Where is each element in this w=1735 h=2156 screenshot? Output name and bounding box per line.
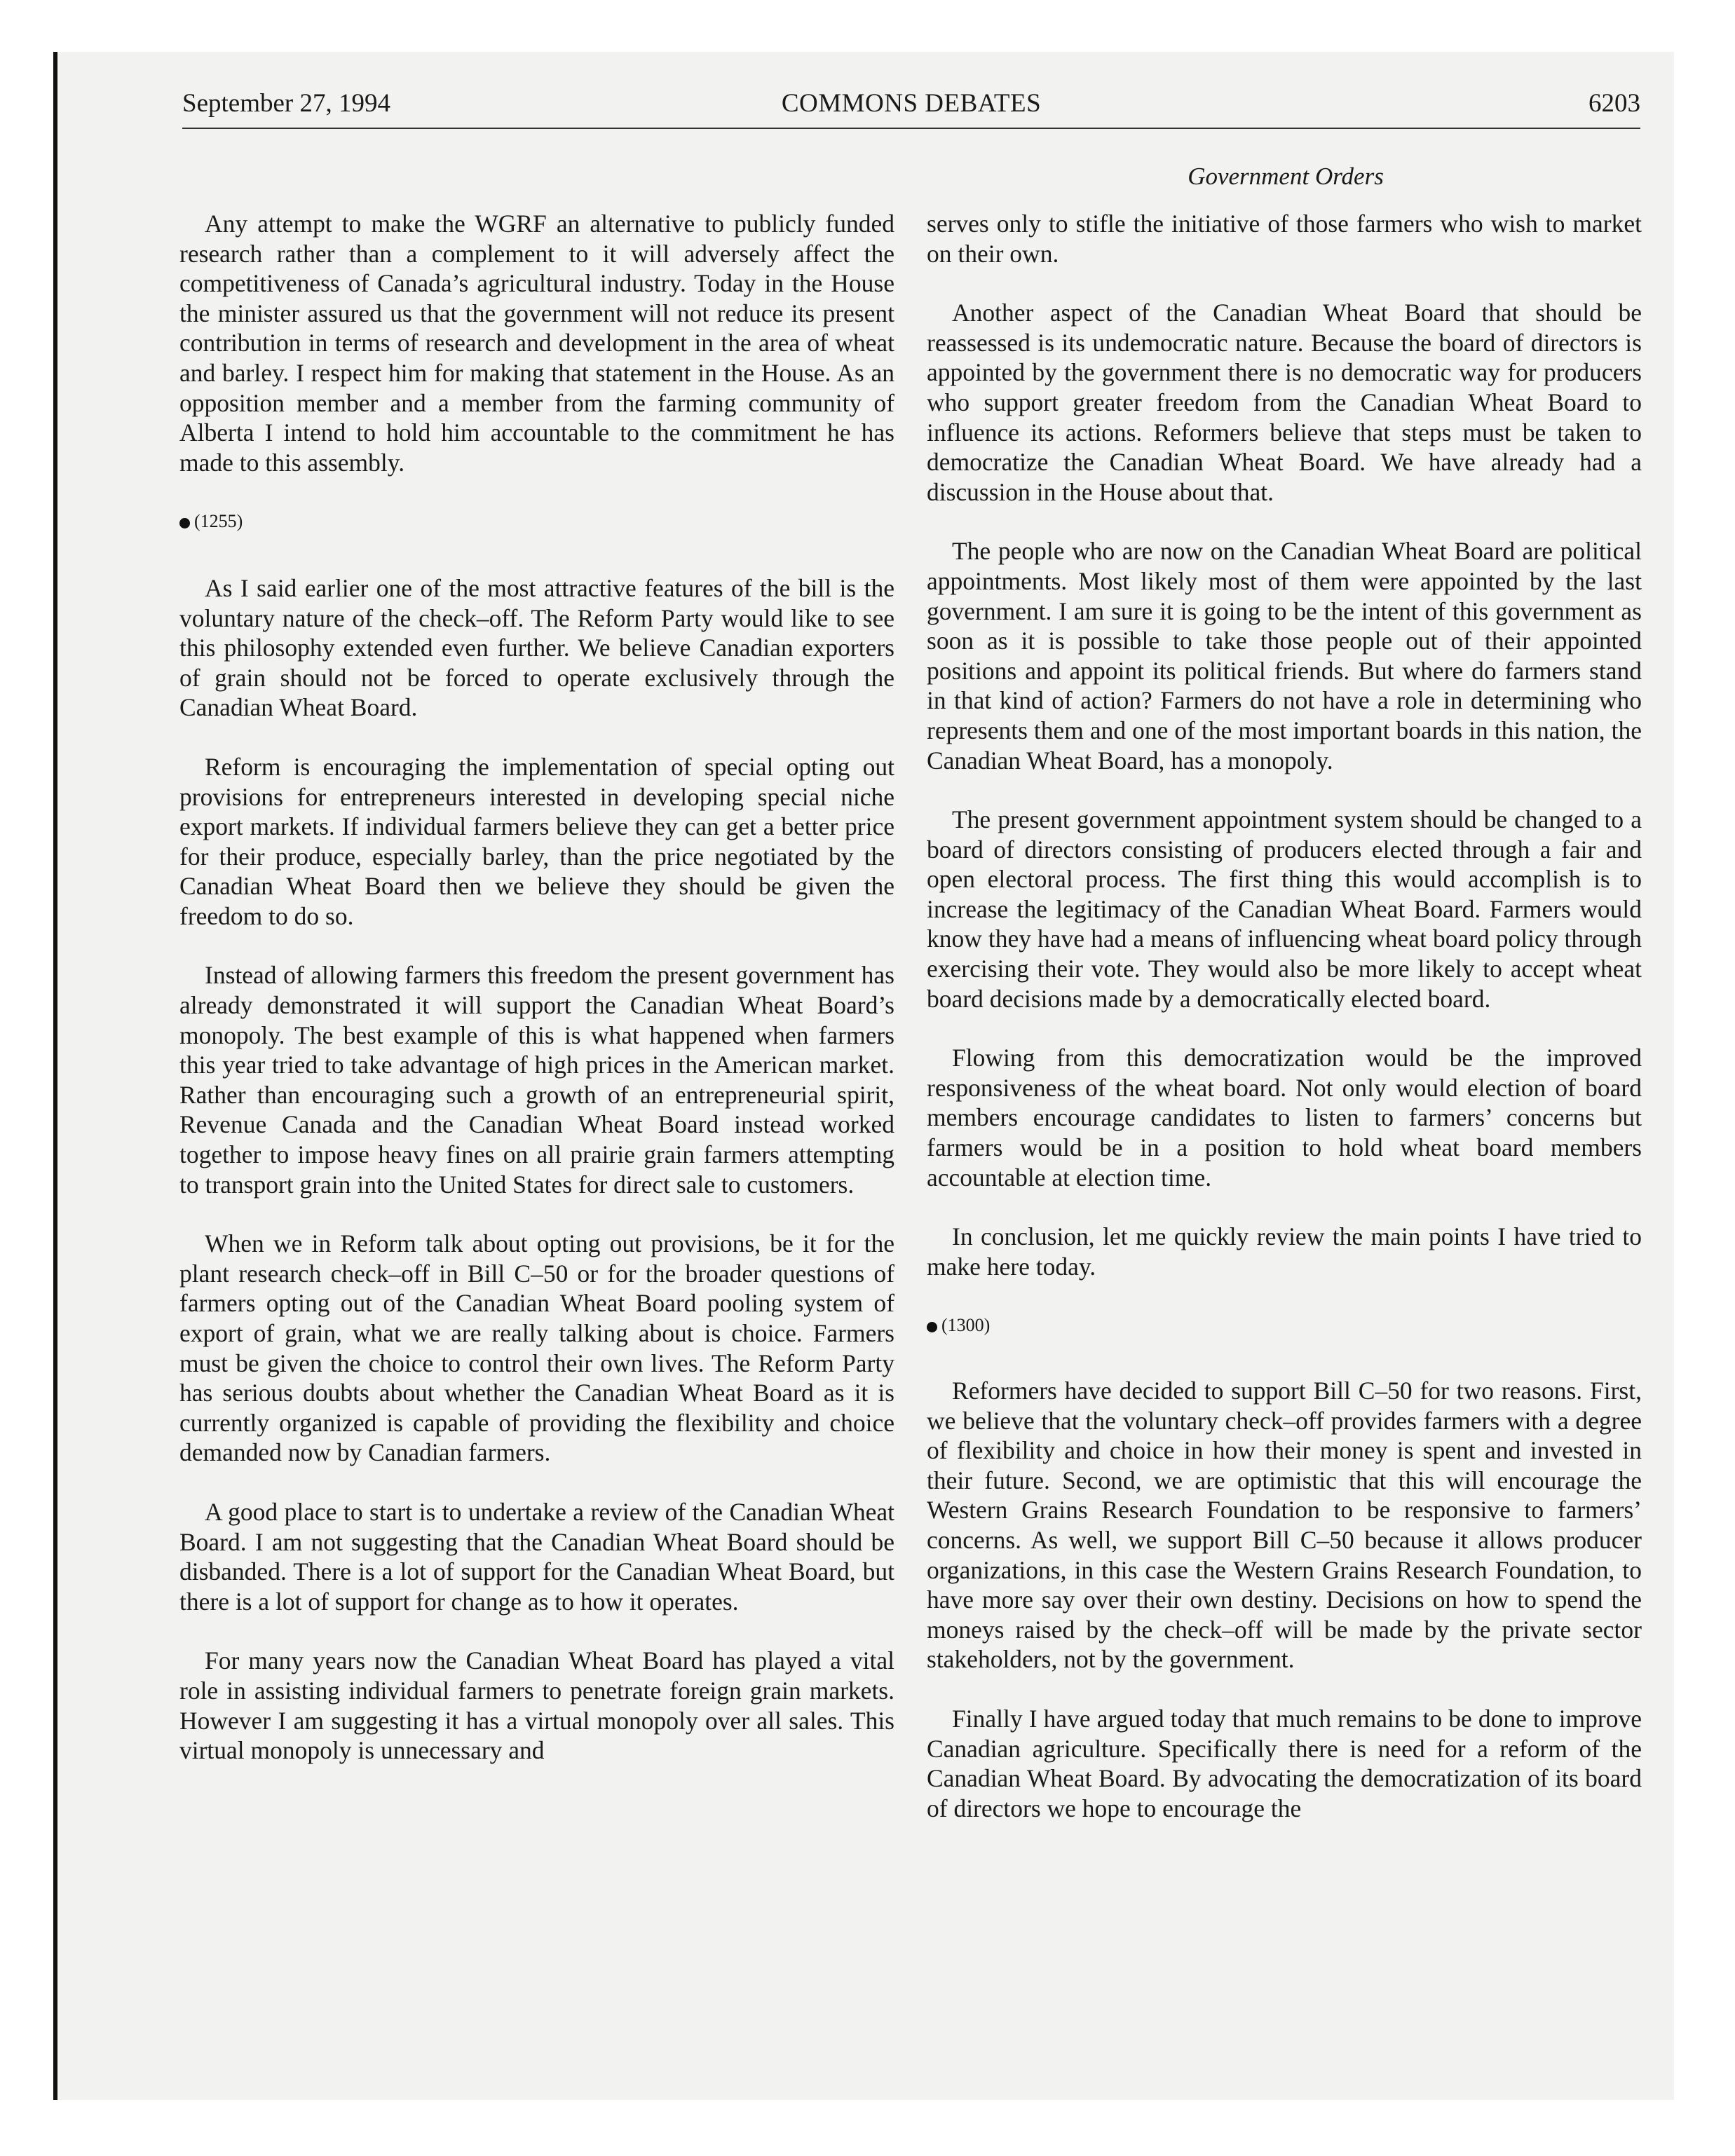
header-page-number: 6203 <box>1588 89 1640 118</box>
paragraph: In conclusion, let me quickly review the main points I have tried to make here today. <box>927 1222 1642 1281</box>
bullet-icon <box>179 518 190 528</box>
paragraph: Another aspect of the Canadian Wheat Board that should be reassessed is its undemocratic nature. Because the board of directors is appointed by the government there is no democratic way for producers who support greater freedom from the Canadian Wheat Board to influence its actions. Reformers believe that steps must be taken to democratize the Canadian Wheat Board. We have already had a discussion in the House about that. <box>927 299 1642 506</box>
paragraph: The people who are now on the Canadian Wheat Board are political appointments. Most likely most of them were appointed by the last government. I am sure it is going to be the intent of this government as soon as it is possible to take those people out of their appointed positions and appoint its political friends. But where do farmers stand in that kind of action? Farmers do not have a role in determining who represents them and one of the most important boards in this nation, the Canadian Wheat Board, has a monopoly. <box>927 537 1642 775</box>
time-marker-label: (1300) <box>941 1315 991 1336</box>
right-column <box>927 209 1642 1853</box>
paragraph: Any attempt to make the WGRF an alternative to publicly funded research rather than a complement to it will adversely affect the competitiveness of Canada’s agricultural industry. Today in the House the minister assured us that the government will not reduce its present contribution in terms of research and development in the area of wheat and barley. I respect him for making that statement in the House. As an opposition member and a member from the farming community of Alberta I intend to hold him accountable to the commitment he has made to this assembly. <box>179 210 894 477</box>
paragraph: The present government appointment system should be changed to a board of directors consisting of producers elected through a fair and open electoral process. The first thing this would accomplish is to increase the legitimacy of the Canadian Wheat Board. Farmers would know they have had a means of influencing wheat board policy through exercising their vote. They would also be more likely to accept wheat board decisions made by a democratically elected board. <box>927 805 1642 1013</box>
paragraph: A good place to start is to undertake a review of the Canadian Wheat Board. I am not suggesting that the Canadian Wheat Board should be disbanded. There is a lot of support for the Canadian Wheat Board, but there is a lot of support for change as to how it operates. <box>179 1497 894 1616</box>
bullet-icon <box>927 1322 937 1332</box>
time-marker <box>179 507 894 537</box>
paragraph: As I said earlier one of the most attractive features of the bill is the voluntary nature of the check–off. The Reform Party would like to see this philosophy extended even further. We believe Canadian exporters of grain should not be forced to operate exclusively through the Canadian Wheat Board. <box>179 573 894 722</box>
paragraph: For many years now the Canadian Wheat Board has played a vital role in assisting individual farmers to penetrate foreign grain markets. However I am suggesting it has a virtual monopoly over all sales. This virtual monopoly is unnecessary and <box>179 1646 894 1765</box>
time-marker <box>927 1311 1642 1341</box>
time-marker-label: (1255) <box>194 511 243 532</box>
section-title: Government Orders <box>1188 163 1384 190</box>
paragraph-continued: serves only to stifle the initiative of those farmers who wish to market on their own. <box>927 210 1642 268</box>
left-column <box>179 209 894 1795</box>
paragraph: Reformers have decided to support Bill C–50 for two reasons. First, we believe that the voluntary check–off provides farmers with a degree of flexibility and choice in how their money is spent and invested in their future. Second, we are optimistic that this will encourage the Western Grains Research Foundation to be responsive to farmers’ concerns. As well, we support Bill C–50 because it allows producer organizations, in this case the Western Grains Research Foundation, to have more say over their own destiny. Decisions on how to spend the moneys raised by the check–off will be made by the private sector stakeholders, not by the government. <box>927 1377 1642 1674</box>
paragraph: Instead of allowing farmers this freedom the present government has already demonstrated it will support the Canadian Wheat Board’s monopoly. The best example of this is what happened when farmers this year tried to take advantage of high prices in the American market. Rather than encouraging such a growth of an entrepreneurial spirit, Revenue Canada and the Canadian Wheat Board instead worked together to impose heavy fines on all prairie grain farmers attempting to transport grain into the United States for direct sale to customers. <box>179 961 894 1199</box>
page-header <box>182 83 1640 129</box>
header-date: September 27, 1994 <box>182 89 390 118</box>
paragraph: Reform is encouraging the implementation of special opting out provisions for entrepreneurs interested in developing special niche export markets. If individual farmers believe they can get a better price for their produce, especially barley, than the price negotiated by the Canadian Wheat Board then we believe they should be given the freedom to do so. <box>179 752 894 930</box>
paragraph: Flowing from this democratization would be the improved responsiveness of the wheat board. Not only would election of board members encourage candidates to listen to farmers’ concerns but farmers would be in a position to hold wheat board members accountable at election time. <box>927 1044 1642 1192</box>
paragraph: When we in Reform talk about opting out provisions, be it for the plant research check–off in Bill C–50 or for the broader questions of farmers opting out of the Canadian Wheat Board pooling system of export of grain, what we are really talking about is choice. Farmers must be given the choice to control their own lives. The Reform Party has serious doubts about whether the Canadian Wheat Board as it is currently organized is capable of providing the flexibility and choice demanded now by Canadian farmers. <box>179 1229 894 1467</box>
header-journal-title: COMMONS DEBATES <box>781 89 1042 118</box>
paragraph: Finally I have argued today that much remains to be done to improve Canadian agriculture. Specifically there is need for a reform of the Canadian Wheat Board. By advocating the democratization of its board of directors we hope to encourage the <box>927 1704 1642 1822</box>
